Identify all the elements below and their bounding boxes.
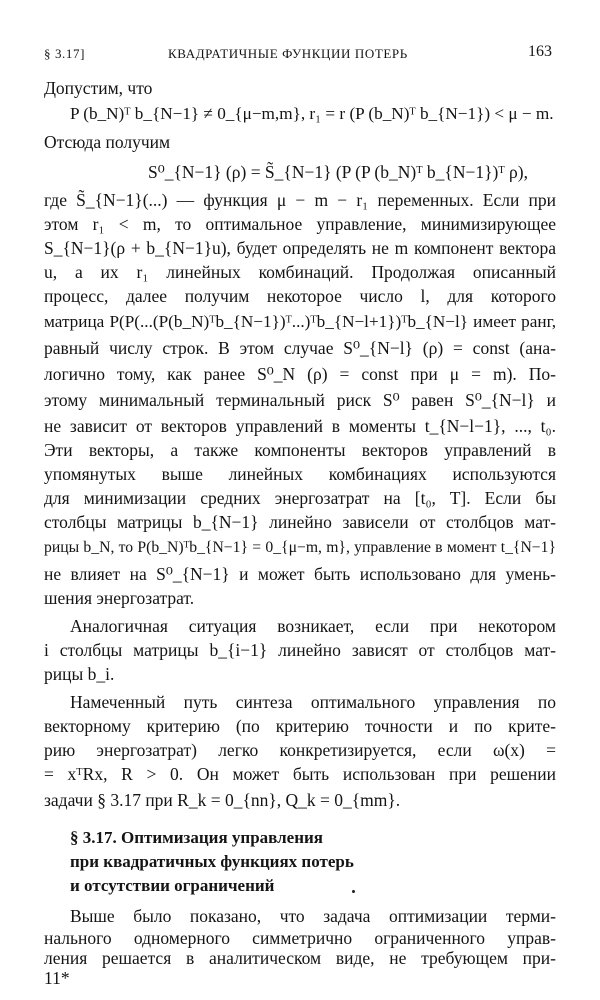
text-line: где S̃_{N−1}(...) — функция μ − m − r₁ переменных. Если при (44, 190, 556, 210)
text-line: для минимизации средних энергозатрат на [t₀, T]. Если бы (44, 488, 556, 508)
text-line: Отсюда получим (44, 132, 171, 152)
text-line: нального одномерного симметрично ограниченного управ- (44, 928, 556, 948)
formula-line: S⁰_{N−1} (ρ) = S̃_{N−1} (P (P (b_N)ᵀ b_{N−1})ᵀ ρ), (148, 162, 528, 182)
text-line: задачи § 3.17 при R_k = 0_{nn}, Q_k = 0_{mm}. (44, 790, 401, 810)
text-line: упомянутых выше линейных комбинациях используются (44, 464, 556, 484)
signature-mark: 11* (44, 968, 70, 988)
ink-speck (352, 890, 355, 893)
header-section: § 3.17] (44, 46, 86, 61)
text-line: Допустим, что (44, 78, 153, 98)
text-line: столбцы матрицы b_{N−1} линейно зависели от столбцов мат- (44, 512, 556, 532)
text-line: u, а их r₁ линейных комбинаций. Продолжая описанный (44, 262, 556, 282)
header-title: КВАДРАТИЧНЫЕ ФУНКЦИИ ПОТЕРЬ (168, 46, 408, 61)
section-heading: § 3.17. Оптимизация управления (70, 828, 323, 847)
text-line: векторному критерию (по критерию точности и по крите- (44, 716, 556, 736)
text-line: i столбцы матрицы b_{i−1} линейно зависят от столбцов мат- (44, 640, 556, 660)
text-line: Аналогичная ситуация возникает, если при некотором (70, 616, 556, 636)
text-line: = xᵀRx, R > 0. Он может быть использован при решении (44, 764, 556, 784)
text-line: шения энергозатрат. (44, 588, 195, 608)
text-line: матрица P(P(...(P(b_N)ᵀb_{N−1})ᵀ...)ᵀb_{N−l+1})ᵀb_{N−l} имеет ранг, (44, 312, 556, 331)
section-heading: и отсутствии ограничений (70, 876, 275, 895)
text-line: ления решается в аналитическом виде, не требующем при- (44, 948, 556, 968)
text-line: не влияет на S⁰_{N−1} и может быть использовано для умень- (44, 564, 556, 584)
text-line: логично тому, как ранее S⁰_N (ρ) = const при μ = m). По- (44, 364, 556, 384)
text-line: этому минимальный терминальный риск S⁰ равен S⁰_{N−l} и (44, 390, 556, 410)
text-line: не зависит от векторов управлений в моменты t_{N−l−1}, ..., t₀. (44, 416, 556, 436)
text-line: Выше было показано, что задача оптимизации терми- (70, 906, 556, 926)
page-number: 163 (528, 43, 552, 60)
text-line: рицы b_i. (44, 664, 115, 684)
text-line: равный числу строк. В этом случае S⁰_{N−l} (ρ) = const (ана- (44, 338, 556, 358)
text-line: рицы b_N, то P(b_N)ᵀb_{N−1} = 0_{μ−m, m}, управление в момент t_{N−1} (44, 539, 556, 556)
text-line: Эти векторы, а также компоненты векторов управлений в (44, 440, 556, 460)
formula-line: P (b_N)ᵀ b_{N−1} ≠ 0_{μ−m,m}, r₁ = r (P (b_N)ᵀ b_{N−1}) < μ − m. (70, 104, 554, 123)
text-line: процесс, далее получим некоторое число l, для которого (44, 286, 556, 306)
text-line: S_{N−1}(ρ + b_{N−1}u), будет определять не m компонент вектора (44, 238, 556, 258)
text-line: Намеченный путь синтеза оптимального управления по (70, 692, 556, 712)
section-heading: при квадратичных функциях потерь (70, 852, 354, 871)
text-line: этом r₁ < m, то оптимальное управление, минимизирующее (44, 214, 556, 234)
text-line: рию энергозатрат) легко конкретизируется, если ω(x) = (44, 740, 556, 760)
